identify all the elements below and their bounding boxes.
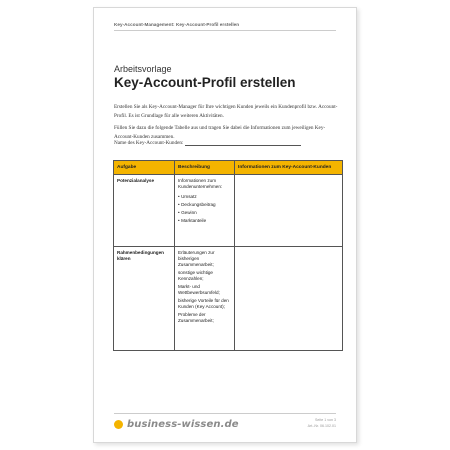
document-title: Key-Account-Profil erstellen: [114, 75, 296, 90]
bullet-item: • Marktanteile: [178, 218, 231, 224]
footer-meta: [308, 418, 336, 429]
description-intro: Informationen zum Kundenunternehmen:: [178, 178, 223, 189]
customer-name-label: Name des Key-Account-Kunden:: [114, 140, 184, 146]
intro-paragraph-1: Erstellen Sie als Key-Account-Manager für Ihre wichtigen Kunden jeweils ein Kundenprofil bzw. Account-Profil. Es ist Grundlage für alle weiteren Aktivitäten.: [114, 104, 338, 119]
intro-text: [114, 103, 344, 145]
logo-text: business-wissen.de: [127, 419, 239, 430]
description-bullets: [178, 194, 231, 224]
logo-dot-icon: [114, 420, 123, 429]
article-number: Art.-Nr. 06.102.01: [307, 423, 336, 428]
column-header-beschreibung: Beschreibung: [175, 161, 235, 175]
intro-paragraph-2: Füllen Sie dazu die folgende Tabelle aus und tragen Sie dabei die Informationen zum jeweiligen Key-Account-Kunden zusammen.: [114, 125, 326, 140]
header-divider: [114, 30, 336, 31]
description-line: sonstige wichtige Kennzahlen;: [178, 270, 213, 281]
table-row: [114, 175, 343, 247]
page-info: Seite 1 von 3: [315, 418, 336, 422]
document-page: [93, 7, 357, 443]
column-header-aufgabe: Aufgabe: [114, 161, 175, 175]
cell-beschreibung: [175, 247, 235, 351]
cell-informationen[interactable]: [235, 247, 343, 351]
description-line: Probleme der Zusammenarbeit;: [178, 312, 214, 323]
description-line: bisherige Vorteile für den Kunden (Key Account);: [178, 298, 229, 309]
footer-divider: [114, 413, 336, 414]
column-header-informationen: Informationen zum Key-Account-Kunden: [235, 161, 343, 175]
description-line: Markt- und Wettbewerbsumfeld;: [178, 284, 220, 295]
table-header-row: [114, 161, 343, 175]
cell-informationen[interactable]: [235, 175, 343, 247]
account-profile-table: [113, 160, 343, 351]
bullet-item: • Gewinn: [178, 210, 231, 216]
bullet-item: • Umsatz: [178, 194, 231, 200]
cell-aufgabe: Potenzialanalyse: [114, 175, 175, 247]
document-kicker: Arbeitsvorlage: [114, 64, 172, 74]
brand-logo: [114, 419, 239, 430]
description-line: Erläuterungen zur bisherigen Zusammenarbeit;: [178, 250, 215, 267]
cell-aufgabe: Rahmenbedingungen klären: [114, 247, 175, 351]
running-header: Key-Account-Management: Key-Account-Profil erstellen: [114, 22, 240, 27]
cell-beschreibung: [175, 175, 235, 247]
customer-name-line: [114, 140, 344, 146]
customer-name-blank[interactable]: [185, 140, 301, 146]
table-row: [114, 247, 343, 351]
bullet-item: • Deckungsbeitrag: [178, 202, 231, 208]
